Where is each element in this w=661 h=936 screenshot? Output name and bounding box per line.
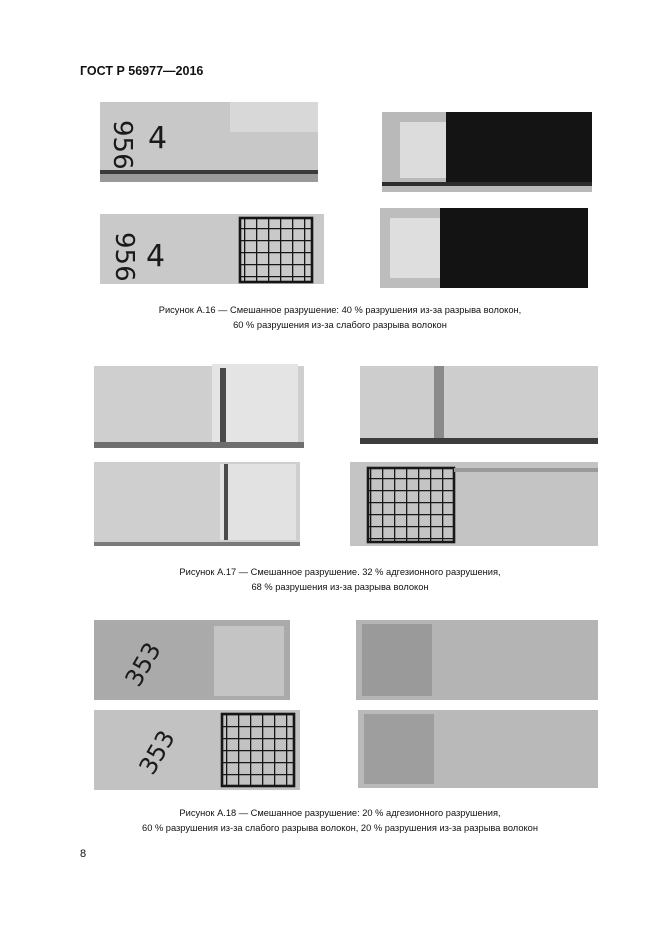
figure-a17-caption bbox=[60, 565, 620, 595]
figure-a16-caption bbox=[60, 303, 620, 333]
caption-line: 60 % разрушения из-за слабого разрыва волокон bbox=[233, 320, 447, 330]
specimen-mark-label: 4 bbox=[146, 239, 166, 274]
specimen-mark-label: 353 bbox=[119, 637, 167, 692]
specimen-mark-label: 4 bbox=[148, 121, 168, 156]
caption-line: Рисунок А.18 — Смешанное разрушение: 20 % адгезионного разрушения, bbox=[179, 808, 501, 818]
page-number: 8 bbox=[80, 848, 87, 860]
caption-line: Рисунок А.17 — Смешанное разрушение. 32 % адгезионного разрушения, bbox=[179, 567, 501, 577]
figure-a16-photo bbox=[100, 96, 592, 290]
caption-line: 60 % разрушения из-за слабого разрыва волокон, 20 % разрушения из-за разрыва волокон bbox=[142, 823, 538, 833]
document-header: ГОСТ Р 56977—2016 bbox=[80, 64, 204, 78]
figure-a18-photo bbox=[94, 618, 598, 790]
figure-a18-caption bbox=[60, 806, 620, 836]
caption-line: Рисунок А.16 — Смешанное разрушение: 40 % разрушения из-за разрыва волокон, bbox=[158, 305, 522, 315]
specimen-mark-label: 956 bbox=[107, 120, 137, 170]
figure-a17-photo bbox=[94, 358, 598, 550]
caption-line: 68 % разрушения из-за разрыва волокон bbox=[251, 582, 429, 592]
specimen-mark-label: 956 bbox=[109, 232, 139, 282]
specimen-mark-label: 353 bbox=[133, 725, 181, 780]
